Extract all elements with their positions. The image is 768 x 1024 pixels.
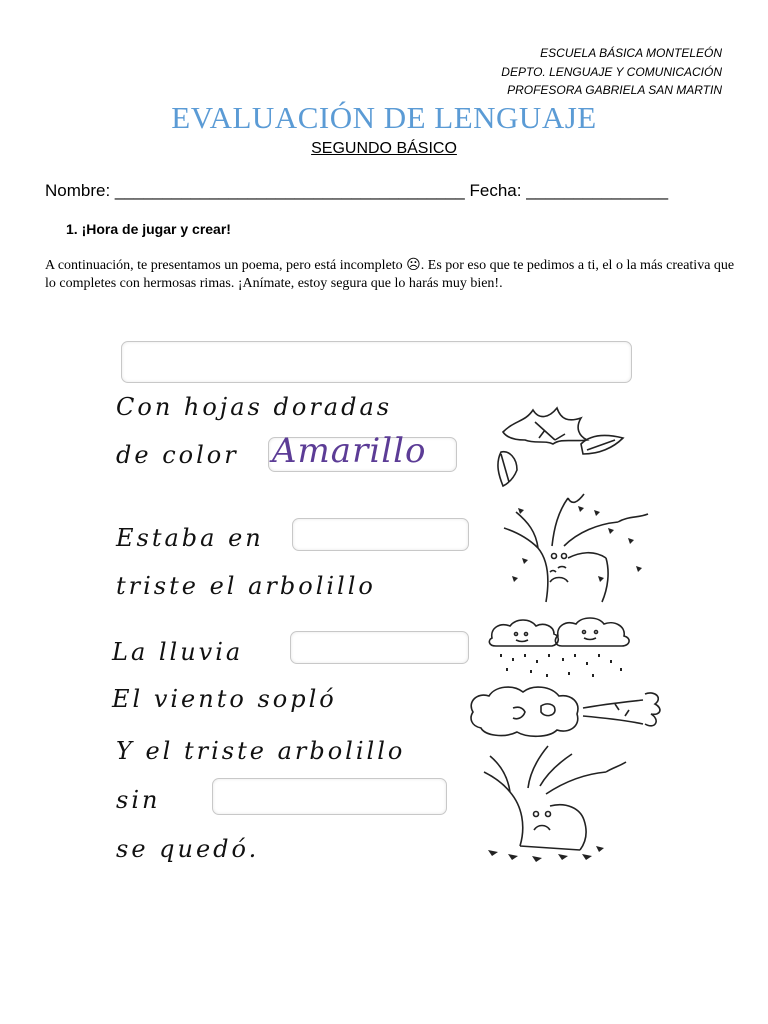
poem-line-6: El viento sopló xyxy=(112,685,337,713)
name-field[interactable]: _____________________________________ xyxy=(114,181,465,200)
bare-tree-icon xyxy=(480,742,630,864)
poem-line-2: de color xyxy=(116,441,239,469)
teacher: PROFESORA GABRIELA SAN MARTIN xyxy=(507,83,722,97)
poem-line-3: Estaba en xyxy=(116,524,264,552)
rain-clouds-icon xyxy=(486,616,634,680)
poem-line-8: sin xyxy=(116,786,161,814)
instructions: A continuación, te presentamos un poema, pero está incompleto ☹. Es por eso que te pedimos a ti, el o la más creativa que lo completes con hermosas rimas. ¡Anímate, estoy segura que lo harás muy bien!. xyxy=(45,258,735,291)
sin-answer-box[interactable] xyxy=(212,778,447,815)
poem-line-7: Y el triste arbolillo xyxy=(116,737,406,765)
poem-answer-filled: Amarillo xyxy=(272,431,427,471)
poem-line-1: Con hojas doradas xyxy=(116,393,393,421)
tree-with-leaves-icon xyxy=(498,488,658,603)
name-label: Nombre: xyxy=(45,181,111,200)
lluvia-answer-box[interactable] xyxy=(290,631,469,664)
student-fields xyxy=(45,181,668,201)
poem-line-5: La lluvia xyxy=(112,638,244,666)
poem-line-9: se quedó. xyxy=(116,835,260,863)
leaves-icon xyxy=(495,400,635,490)
page-subtitle: SEGUNDO BÁSICO xyxy=(311,140,457,157)
date-field[interactable]: _______________ xyxy=(526,181,669,200)
wind-cloud-icon xyxy=(465,682,665,738)
page-title: EVALUACIÓN DE LENGUAJE xyxy=(171,100,597,135)
title-answer-box[interactable] xyxy=(121,341,632,383)
estaba-answer-box[interactable] xyxy=(292,518,469,551)
date-label: Fecha: xyxy=(469,181,522,200)
poem-line-4: triste el arbolillo xyxy=(116,572,376,600)
department: DEPTO. LENGUAJE Y COMUNICACIÓN xyxy=(501,65,722,79)
question-heading: 1. ¡Hora de jugar y crear! xyxy=(66,221,231,237)
school-name: ESCUELA BÁSICA MONTELEÓN xyxy=(540,46,722,60)
